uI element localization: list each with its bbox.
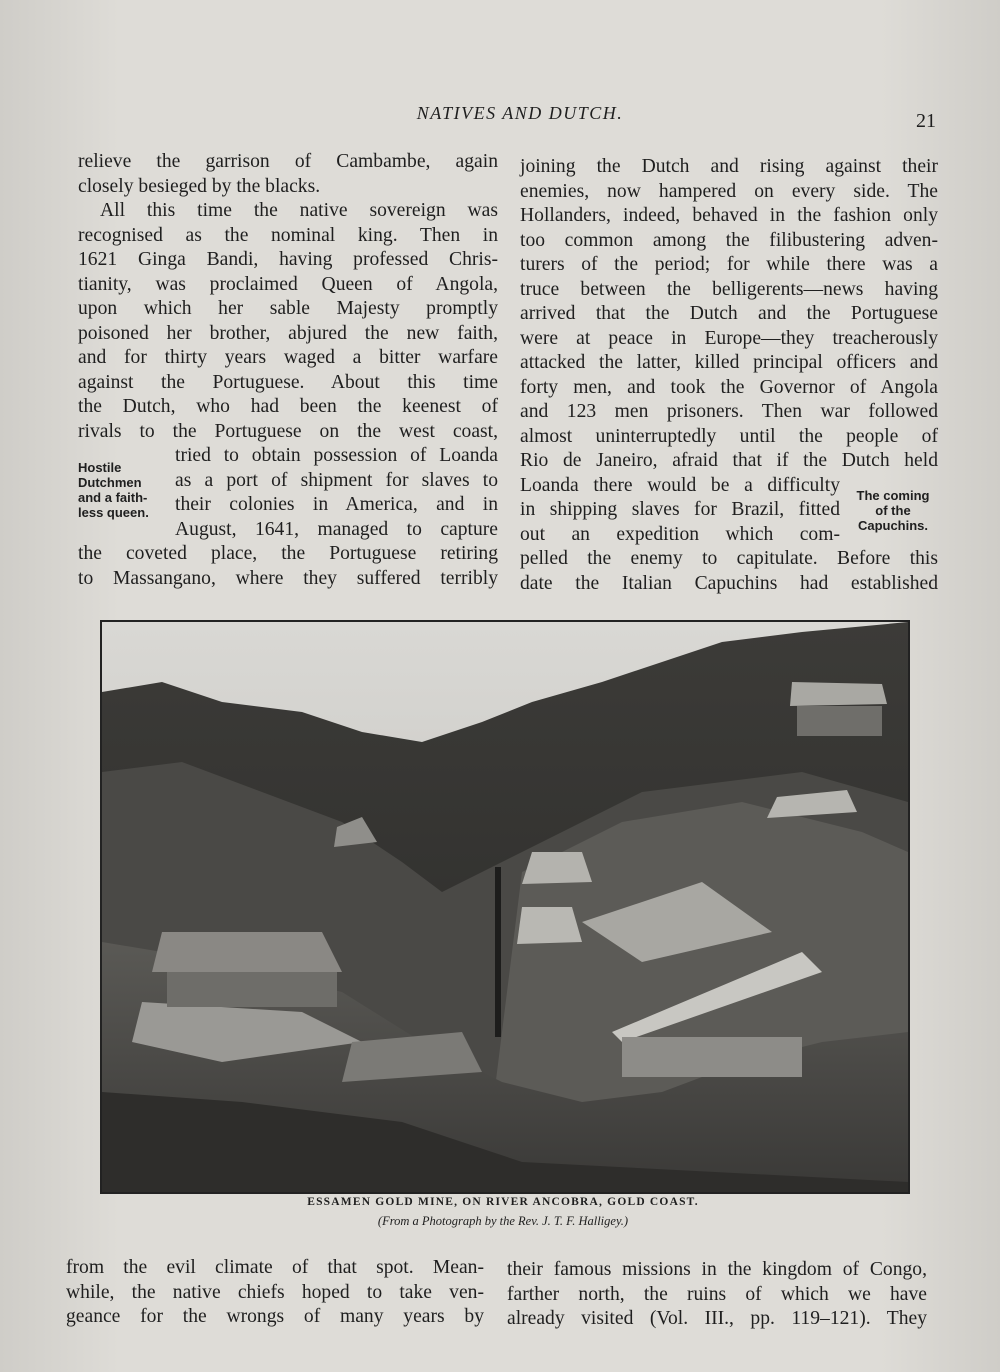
- text-line: and for thirty years waged a bitter warfare: [78, 347, 498, 368]
- text-line: upon which her sable Majesty promptly: [78, 298, 498, 319]
- text-line: tried to obtain possession of Loanda: [175, 445, 498, 466]
- margin-note-right: [848, 488, 938, 533]
- text-line: almost uninterruptedly until the people of: [520, 425, 938, 447]
- text-line: in shipping slaves for Brazil, fitted: [520, 499, 840, 520]
- figure-caption: ESSAMEN GOLD MINE, ON RIVER ANCOBRA, GOLD COAST.: [307, 1196, 699, 1208]
- text-line: Rio de Janeiro, afraid that if the Dutch held: [520, 450, 938, 471]
- text-line: the coveted place, the Portuguese retiring: [78, 543, 498, 564]
- left-column-top: [78, 150, 498, 591]
- mine-shed-roof: [517, 907, 582, 944]
- text-line: pelled the enemy to capitulate. Before this: [520, 548, 938, 569]
- text-line: geance for the wrongs of many years by: [66, 1306, 484, 1327]
- text-line: recognised as the nominal king. Then in: [78, 224, 498, 246]
- text-line: attacked the latter, killed principal officers and: [520, 352, 938, 373]
- text-line: their famous missions in the kingdom of Congo,: [507, 1259, 927, 1280]
- text-line: their colonies in America, and in: [175, 494, 498, 515]
- text-line: too common among the filibustering adven-: [520, 229, 938, 251]
- running-head: NATIVES AND DUTCH.: [416, 103, 624, 123]
- hut-wall: [167, 972, 337, 1007]
- left-column-bottom: [66, 1256, 484, 1330]
- text-line: truce between the belligerents—news having: [520, 278, 938, 300]
- chimney-stack: [495, 867, 501, 1037]
- text-line: out an expedition which com-: [520, 523, 840, 545]
- thatched-roof: [152, 932, 342, 972]
- margin-note-line: less queen.: [78, 505, 149, 520]
- margin-note-line: Capuchins.: [857, 518, 929, 533]
- margin-note-line: Dutchmen: [78, 475, 142, 490]
- text-line: Hollanders, indeed, behaved in the fashion only: [520, 205, 938, 226]
- margin-note-line: of the: [875, 503, 911, 518]
- text-line: rivals to the Portuguese on the west coast,: [78, 420, 498, 442]
- text-line: were at peace in Europe—they treacherously: [520, 327, 938, 349]
- text-line: against the Portuguese. About this time: [78, 371, 498, 393]
- text-line: closely besieged by the blacks.: [78, 175, 321, 197]
- text-line: already visited (Vol. III., pp. 119–121). They: [507, 1308, 927, 1329]
- photograph-gold-mine: [100, 620, 910, 1194]
- hilltop-house-wall: [797, 706, 882, 736]
- page-number: 21: [916, 110, 936, 132]
- text-line: enemies, now hampered on every side. The: [520, 180, 938, 202]
- text-line: date the Italian Capuchins had established: [520, 572, 938, 594]
- text-line: All this time the native sovereign was: [100, 200, 498, 221]
- photo-illustration: [102, 622, 908, 1192]
- hilltop-house-roof: [790, 682, 887, 706]
- text-line: from the evil climate of that spot. Mean-: [66, 1257, 484, 1278]
- margin-note-left: [78, 460, 170, 520]
- text-line: Loanda there would be a difficulty: [520, 474, 840, 496]
- margin-note-line: and a faith-: [78, 490, 148, 505]
- margin-note-line: The coming: [856, 488, 930, 503]
- mine-shed-roof: [522, 852, 592, 884]
- text-line: 1621 Ginga Bandi, having professed Chris-: [78, 249, 498, 270]
- text-line: tianity, was proclaimed Queen of Angola,: [78, 273, 498, 295]
- text-line: and 123 men prisoners. Then war followed: [520, 401, 938, 422]
- text-line: arrived that the Dutch and the Portuguese: [520, 303, 938, 324]
- text-line: while, the native chiefs hoped to take ven-: [66, 1281, 484, 1303]
- text-line: to Massangano, where they suffered terribly: [78, 567, 498, 589]
- figure-credit: (From a Photograph by the Rev. J. T. F. Halligey.): [377, 1214, 629, 1228]
- margin-note-line: Hostile: [78, 460, 122, 475]
- text-line: poisoned her brother, abjured the new faith,: [78, 322, 498, 344]
- text-line: joining the Dutch and rising against their: [520, 156, 938, 177]
- right-column-bottom: [507, 1258, 927, 1332]
- text-line: relieve the garrison of Cambambe, again: [78, 151, 498, 172]
- text-line: turers of the period; for while there was a: [520, 254, 938, 275]
- long-shed-wall: [622, 1037, 802, 1077]
- text-line: forty men, and took the Governor of Angola: [520, 376, 938, 398]
- text-line: farther north, the ruins of which we have: [507, 1283, 927, 1305]
- text-line: the Dutch, who had been the keenest of: [78, 396, 498, 417]
- text-line: August, 1641, managed to capture: [175, 518, 498, 540]
- text-line: as a port of shipment for slaves to: [175, 469, 498, 491]
